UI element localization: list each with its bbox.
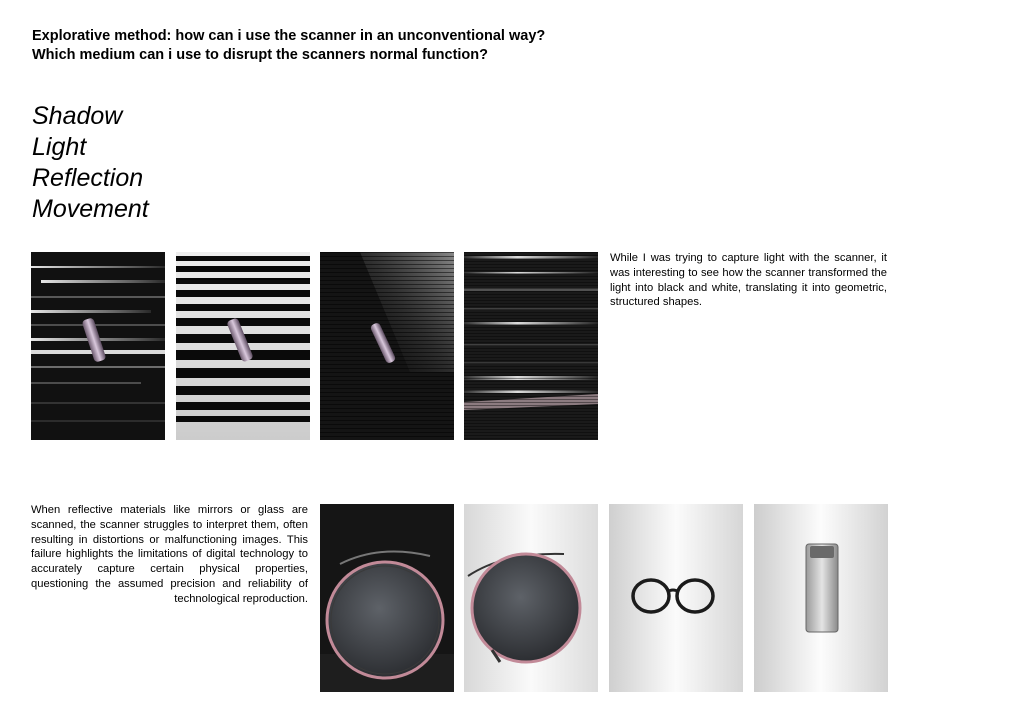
header-question-2: Which medium can i use to disrupt the scanners normal function? — [32, 47, 488, 63]
light-description: While I was trying to capture light with the scanner, it was interesting to see how the scanner transformed the light into black and white, translating it into geometric, structured shapes. — [610, 252, 887, 309]
keyword-shadow: Shadow — [32, 102, 123, 130]
reflection-description: When reflective materials like mirrors or glass are scanned, the scanner struggles to interpret them, often resulting in distortions or malfunctioning images. This failure highlights the limitations of digital technology to accurately capture certain physical properties, questioning the assumed precision and reliability of technological reproduction. — [31, 504, 308, 605]
scan-glasses — [609, 504, 743, 692]
keyword-reflection: Reflection — [32, 164, 144, 192]
keyword-list — [32, 101, 149, 225]
scan-mirror-dark — [320, 504, 454, 692]
keyword-light: Light — [32, 133, 87, 161]
scan-light-waves — [464, 252, 598, 440]
page-header — [32, 27, 732, 65]
scan-dark-light-beam — [320, 252, 454, 440]
scan-lighter — [754, 504, 888, 692]
keyword-movement: Movement — [32, 195, 149, 223]
header-question-1: Explorative method: how can i use the scanner in an unconventional way? — [32, 28, 546, 44]
scan-mirror-light — [464, 504, 598, 692]
scan-striped-light — [176, 252, 310, 440]
scan-light-streaks — [31, 252, 165, 440]
